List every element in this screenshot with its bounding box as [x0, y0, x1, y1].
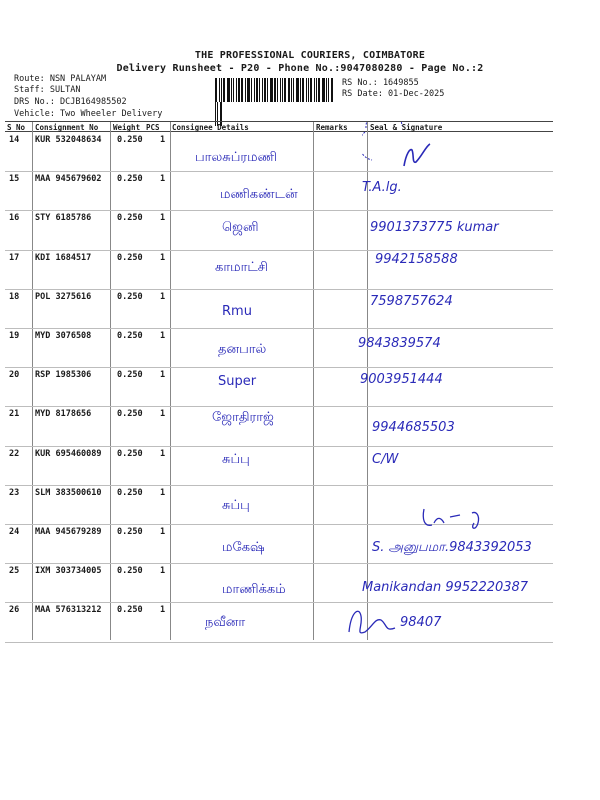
col-sno: S No	[7, 123, 26, 132]
row-pcs: 1	[160, 487, 166, 498]
row-weight: 0.250	[117, 370, 143, 381]
barcode-bar	[227, 78, 230, 102]
col-seal-signature: Seal & Signature	[370, 123, 443, 132]
row-pcs: 1	[160, 331, 166, 341]
row-pcs: 1	[160, 566, 166, 577]
barcode-bar	[264, 78, 266, 102]
row-pcs: 1	[160, 213, 166, 224]
row-pcs: 1	[160, 135, 166, 145]
consignee-handwritten-name: காமாட்சி	[215, 260, 268, 275]
barcode-bar	[247, 78, 250, 102]
company-title: THE PROFESSIONAL COURIERS, COIMBATORE	[194, 50, 426, 61]
barcode-bar	[274, 78, 276, 102]
handwritten-signature: 9942158588	[375, 252, 458, 267]
row-sno: 22	[9, 448, 20, 459]
handwritten-signature: S. அனுபமா.9843392053	[372, 540, 532, 555]
col-consignment: Consignment No	[35, 123, 99, 132]
row-consignment-no: IXM 303734005	[35, 566, 102, 577]
runsheet-subtitle: Delivery Runsheet - P20 - Phone No.:9047080280 - Page No.:2	[116, 63, 484, 74]
row-divider	[5, 563, 553, 564]
row-divider	[5, 210, 553, 211]
barcode-bar	[241, 78, 243, 102]
barcode-bar	[308, 78, 309, 102]
delivery-stamp	[362, 122, 404, 162]
row-pcs: 1	[160, 291, 166, 302]
barcode-bar	[326, 78, 327, 102]
row-consignment-no: KUR 532048634	[35, 135, 102, 145]
col-consignee: Consignee Details	[172, 123, 249, 132]
barcode-bar	[316, 78, 317, 102]
consignee-handwritten-name: சுப்பு	[222, 498, 250, 513]
barcode-bar	[231, 78, 232, 102]
rs-date: RS Date: 01-Dec-2025	[342, 89, 445, 99]
barcode-bar	[293, 78, 294, 102]
barcode-bar	[251, 78, 252, 102]
barcode-bar	[284, 78, 286, 102]
row-sno: 23	[9, 487, 20, 498]
consignee-handwritten-name: ஜோதிராஜ்	[212, 410, 274, 425]
consignee-handwritten-name: ஜெனி	[222, 220, 259, 235]
row-consignment-no: MAA 945679602	[35, 174, 102, 185]
barcode-bar	[270, 78, 273, 102]
consignee-handwritten-name: மணிகண்டன்	[220, 187, 298, 202]
row-consignment-no: MAA 945679289	[35, 527, 102, 537]
row-sno: 18	[9, 291, 20, 302]
consignee-handwritten-name: மாணிக்கம்	[222, 582, 286, 597]
row-sno: 24	[9, 527, 20, 537]
row-pcs: 1	[160, 448, 166, 459]
row-weight: 0.250	[117, 174, 143, 185]
row-weight: 0.250	[117, 135, 143, 145]
barcode-bar	[223, 78, 225, 102]
row-weight: 0.250	[117, 566, 143, 577]
consignee-handwritten-name: Rmu	[222, 304, 252, 319]
consignee-handwritten-name: நவீனா	[205, 615, 246, 630]
row-sno: 21	[9, 409, 20, 420]
row-weight: 0.250	[117, 527, 143, 537]
col-remarks: Remarks	[316, 123, 348, 132]
barcode	[215, 78, 335, 102]
row-weight: 0.250	[117, 605, 143, 616]
header-top-rule	[5, 121, 553, 122]
handwritten-signature: C/W	[372, 452, 399, 467]
barcode-bar	[256, 78, 258, 102]
handwritten-signature: 98407	[400, 615, 442, 630]
consignee-handwritten-name: மகேஷ்	[222, 540, 265, 555]
row-pcs: 1	[160, 527, 166, 537]
handwritten-signature: 7598757624	[370, 294, 453, 309]
row-consignment-no: STY 6185786	[35, 213, 92, 224]
barcode-bar	[219, 78, 220, 102]
signature-mark	[345, 602, 405, 642]
staff-label: Staff: SULTAN	[14, 85, 81, 95]
row-divider	[5, 602, 553, 603]
barcode-bar	[215, 78, 217, 102]
barcode-bar	[318, 78, 320, 102]
row-consignment-no: KUR 695460089	[35, 448, 102, 459]
row-pcs: 1	[160, 409, 166, 420]
row-divider	[5, 328, 553, 329]
row-sno: 16	[9, 213, 20, 224]
barcode-bar	[267, 78, 268, 102]
barcode-bar	[236, 78, 237, 102]
row-divider	[5, 250, 553, 251]
row-divider	[5, 485, 553, 486]
row-divider	[5, 289, 553, 290]
row-divider	[5, 171, 553, 172]
row-sno: 25	[9, 566, 20, 577]
row-weight: 0.250	[117, 252, 143, 263]
consignee-handwritten-name: பாலசுப்ரமணி	[195, 150, 277, 165]
barcode-bar	[291, 78, 292, 102]
barcode-bar	[238, 78, 240, 102]
barcode-bar	[277, 78, 278, 102]
row-sno: 19	[9, 331, 20, 341]
row-consignment-no: MYD 3076508	[35, 331, 92, 341]
row-consignment-no: MYD 8178656	[35, 409, 92, 420]
barcode-bar	[328, 78, 329, 102]
handwritten-signature: 9003951444	[360, 372, 443, 387]
handwritten-signature: 9843839574	[358, 336, 441, 351]
barcode-bar	[259, 78, 260, 102]
barcode-bar	[280, 78, 281, 102]
barcode-bar	[233, 78, 234, 102]
route-label: Route: NSN PALAYAM	[14, 74, 107, 84]
signature-mark	[420, 505, 490, 533]
barcode-bar	[310, 78, 312, 102]
rs-number: RS No.: 1649855	[342, 78, 419, 88]
vehicle-label: Vehicle: Two Wheeler Delivery	[14, 109, 163, 119]
row-consignment-no: POL 3275616	[35, 291, 92, 302]
row-weight: 0.250	[117, 213, 143, 224]
row-sno: 14	[9, 135, 20, 145]
signature-mark	[400, 140, 434, 172]
row-consignment-no: MAA 576313212	[35, 605, 102, 616]
row-weight: 0.250	[117, 331, 143, 341]
consignee-handwritten-name: தனபால்	[218, 342, 267, 357]
barcode-bar	[262, 78, 263, 102]
consignee-handwritten-name: சுப்பு	[222, 452, 250, 467]
handwritten-signature: 9901373775 kumar	[370, 220, 499, 235]
row-pcs: 1	[160, 174, 166, 185]
handwritten-signature: T.A.lg.	[362, 180, 402, 195]
barcode-bar	[331, 78, 333, 102]
barcode-bar	[282, 78, 283, 102]
barcode-bar	[221, 78, 222, 102]
row-weight: 0.250	[117, 291, 143, 302]
barcode-bar	[254, 78, 255, 102]
row-sno: 26	[9, 605, 20, 616]
row-pcs: 1	[160, 252, 166, 263]
barcode-bar	[302, 78, 304, 102]
row-consignment-no: SLM 383500610	[35, 487, 102, 498]
row-pcs: 1	[160, 370, 166, 381]
row-divider	[5, 406, 553, 407]
row-consignment-no: RSP 1985306	[35, 370, 92, 381]
barcode-bar	[306, 78, 307, 102]
col-pcs: PCS	[146, 123, 160, 132]
row-divider	[5, 446, 553, 447]
row-weight: 0.250	[117, 448, 143, 459]
drs-label: DRS No.: DCJB164985502	[14, 97, 127, 107]
handwritten-signature: 9944685503	[372, 420, 455, 435]
row-sno: 17	[9, 252, 20, 263]
barcode-bar	[300, 78, 301, 102]
row-divider	[5, 367, 553, 368]
row-weight: 0.250	[117, 487, 143, 498]
row-consignment-no: KDI 1684517	[35, 252, 92, 263]
row-divider	[5, 642, 553, 643]
barcode-bar	[245, 78, 246, 102]
row-sno: 15	[9, 174, 20, 185]
barcode-bar	[296, 78, 299, 102]
consignee-handwritten-name: Super	[218, 374, 257, 389]
row-pcs: 1	[160, 605, 166, 616]
row-sno: 20	[9, 370, 20, 381]
handwritten-signature: Manikandan 9952220387	[362, 580, 529, 595]
row-weight: 0.250	[117, 409, 143, 420]
col-weight: Weight	[113, 123, 141, 132]
barcode-bar	[288, 78, 290, 102]
barcode-bar	[314, 78, 315, 102]
barcode-bar	[322, 78, 325, 102]
